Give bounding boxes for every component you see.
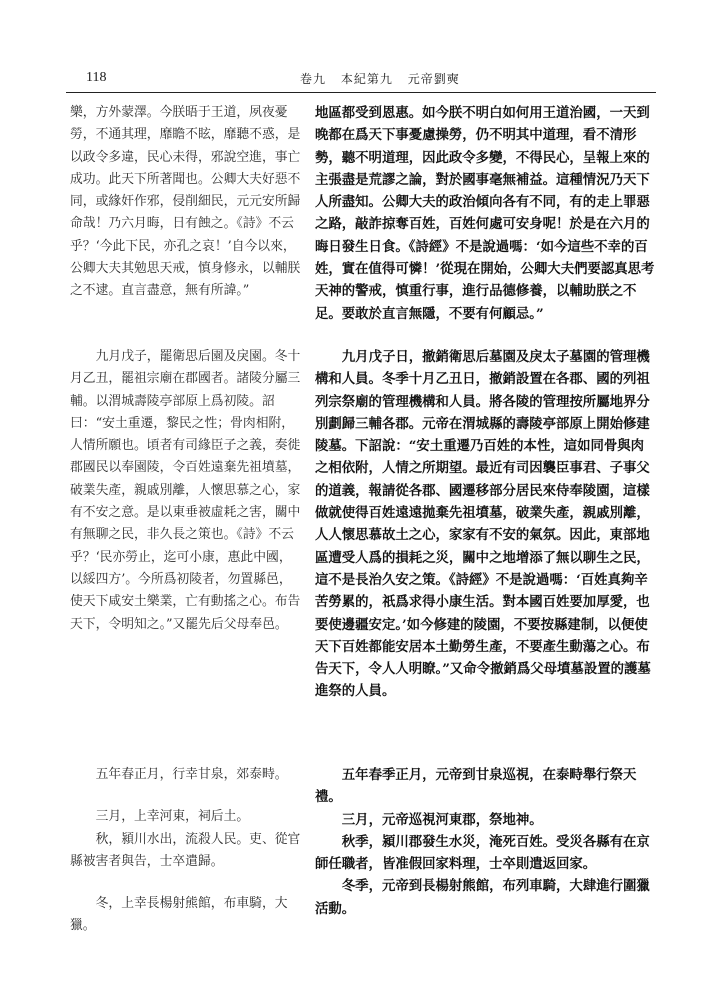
classical-paragraph: 冬，上幸長楊射熊館，布車騎，大獵。 [70, 896, 288, 934]
classical-text-block-1: 樂，方外蒙澤。今朕晤于王道，夙夜憂勞，不通其理，靡瞻不眩，靡聽不惑，是以政令多違，民心未得，邪說空進，事亡成功。此天下所著聞也。公卿大夫好惡不同，或緣奸作邪，侵削細民，元元安所歸命哉！乃六月晦，日有蝕之。《詩》不云乎？‘今此下民，亦孔之哀！’自今以來，公卿大夫其勉思天戒，慎身修永，以輔朕之不逮。直言盡意，無有所諱。” [70, 105, 301, 299]
translation-block-2: 九月戊子日，撤銷衛思后墓園及戾太子墓園的管理機構和人員。冬季十月乙丑日，撤銷設置在各郡、國的列祖列宗祭廟的管理機構和人員。將各陵的管理按所屬地界分別劃歸三輔各郡。元帝在渭城縣的壽陵亭部原上開始修建陵墓。下詔說：“安土重遷乃百姓的本性，這如同骨與肉之相依附，人情之所期望。最近有司因襲臣事君、子事父的道義，報請從各郡、國遷移部分居民來侍奉陵園，這樣做就使得百姓遠遠拋棄先祖墳墓，破業失產，親戚別離，人人懷思慕故土之心，家家有不安的氣氛。因此，東部地區遭受人爲的損耗之災，關中之地增添了無以聊生之民，這不是長治久安之策。《詩經》不是說過嗎：‘百姓真夠辛苦勞累的，祇爲求得小康生活。對本國百姓要加厚愛，也要使邊疆安定。’如今修建的陵園，不要按縣建制，以便使天下百姓都能安居本土勤勞生產，不要產生動蕩之心。布告天下，令人人明瞭。”又命令撤銷爲父母墳墓設置的護墓進祭的人員。 [315, 349, 651, 700]
classical-paragraph: 三月，上幸河東，祠后土。 [95, 809, 250, 825]
classical-text-block-2: 九月戊子，罷衛思后園及戾園。冬十月乙丑，罷祖宗廟在郡國者。諸陵分屬三輔。以渭城壽陵亭部原上爲初陵。詔曰：“安土重遷，黎民之性；骨肉相附，人情所願也。頃者有司緣臣子之義，奏徙郡國民以奉園陵，令百姓遠棄先祖墳墓，破業失產，親戚別離，人懷思慕之心，家有不安之意。是以東垂被虛耗之害，關中有無聊之民，非久長之策也。《詩》不云乎？‘民亦勞止，迄可小康，惠此中國，以綏四方’。今所爲初陵者，勿置縣邑，使天下咸安土樂業，亡有動搖之心。布告天下，令明知之。”又罷先后父母奉邑。 [70, 349, 301, 632]
running-head-subject: 元帝劉奭 [407, 72, 460, 86]
translation-block-1: 地區都受到恩惠。如今朕不明白如何用王道治國，一天到晚都在爲天下事憂慮操勞，仍不明其中道理，看不清形勢，聽不明道理，因此政令多變，不得民心，呈報上來的主張盡是荒謬之論，對於國事毫無補益。這種情況乃天下人所盡知。公卿大夫的政治傾向各有不同，有的走上罪惡之路，敲詐掠奪百姓，百姓何處可安身呢！於是在六月的晦日發生日食。《詩經》不是說過嗎：‘如今這些不幸的百姓，實在值得可憐！’從現在開始，公卿大夫們要認真思考天神的警戒，慎重行事，進行品德修養，以輔助朕之不足。要敢於直言無隱，不要有何顧忌。” [315, 105, 655, 322]
translation-paragraph: 五年春季正月，元帝到甘泉巡視，在泰畤舉行祭天禮。 [315, 767, 637, 806]
running-head [300, 70, 660, 87]
header-rule [66, 92, 656, 93]
page-number: 118 [86, 70, 107, 85]
classical-text-block-3 [70, 764, 302, 938]
classical-paragraph: 秋，潁川水出，流殺人民。吏、從官縣被害者與告，士卒遣歸。 [70, 831, 301, 869]
running-head-chapter: 本紀第九 [340, 72, 393, 86]
classical-paragraph: 五年春正月，行幸甘泉，郊泰畤。 [95, 767, 288, 782]
translation-block-3 [315, 764, 657, 920]
translation-paragraph: 秋季，潁川郡發生水災，淹死百姓。受災各縣有在京師任職者，皆准假回家料理，士卒則遣返回家。 [315, 833, 650, 873]
running-head-volume: 卷九 [300, 72, 327, 86]
translation-paragraph: 三月，元帝巡視河東郡，祭地神。 [341, 811, 543, 828]
translation-paragraph: 冬季，元帝到長楊射熊館，布列車騎，大肆進行圍獵活動。 [315, 878, 650, 917]
